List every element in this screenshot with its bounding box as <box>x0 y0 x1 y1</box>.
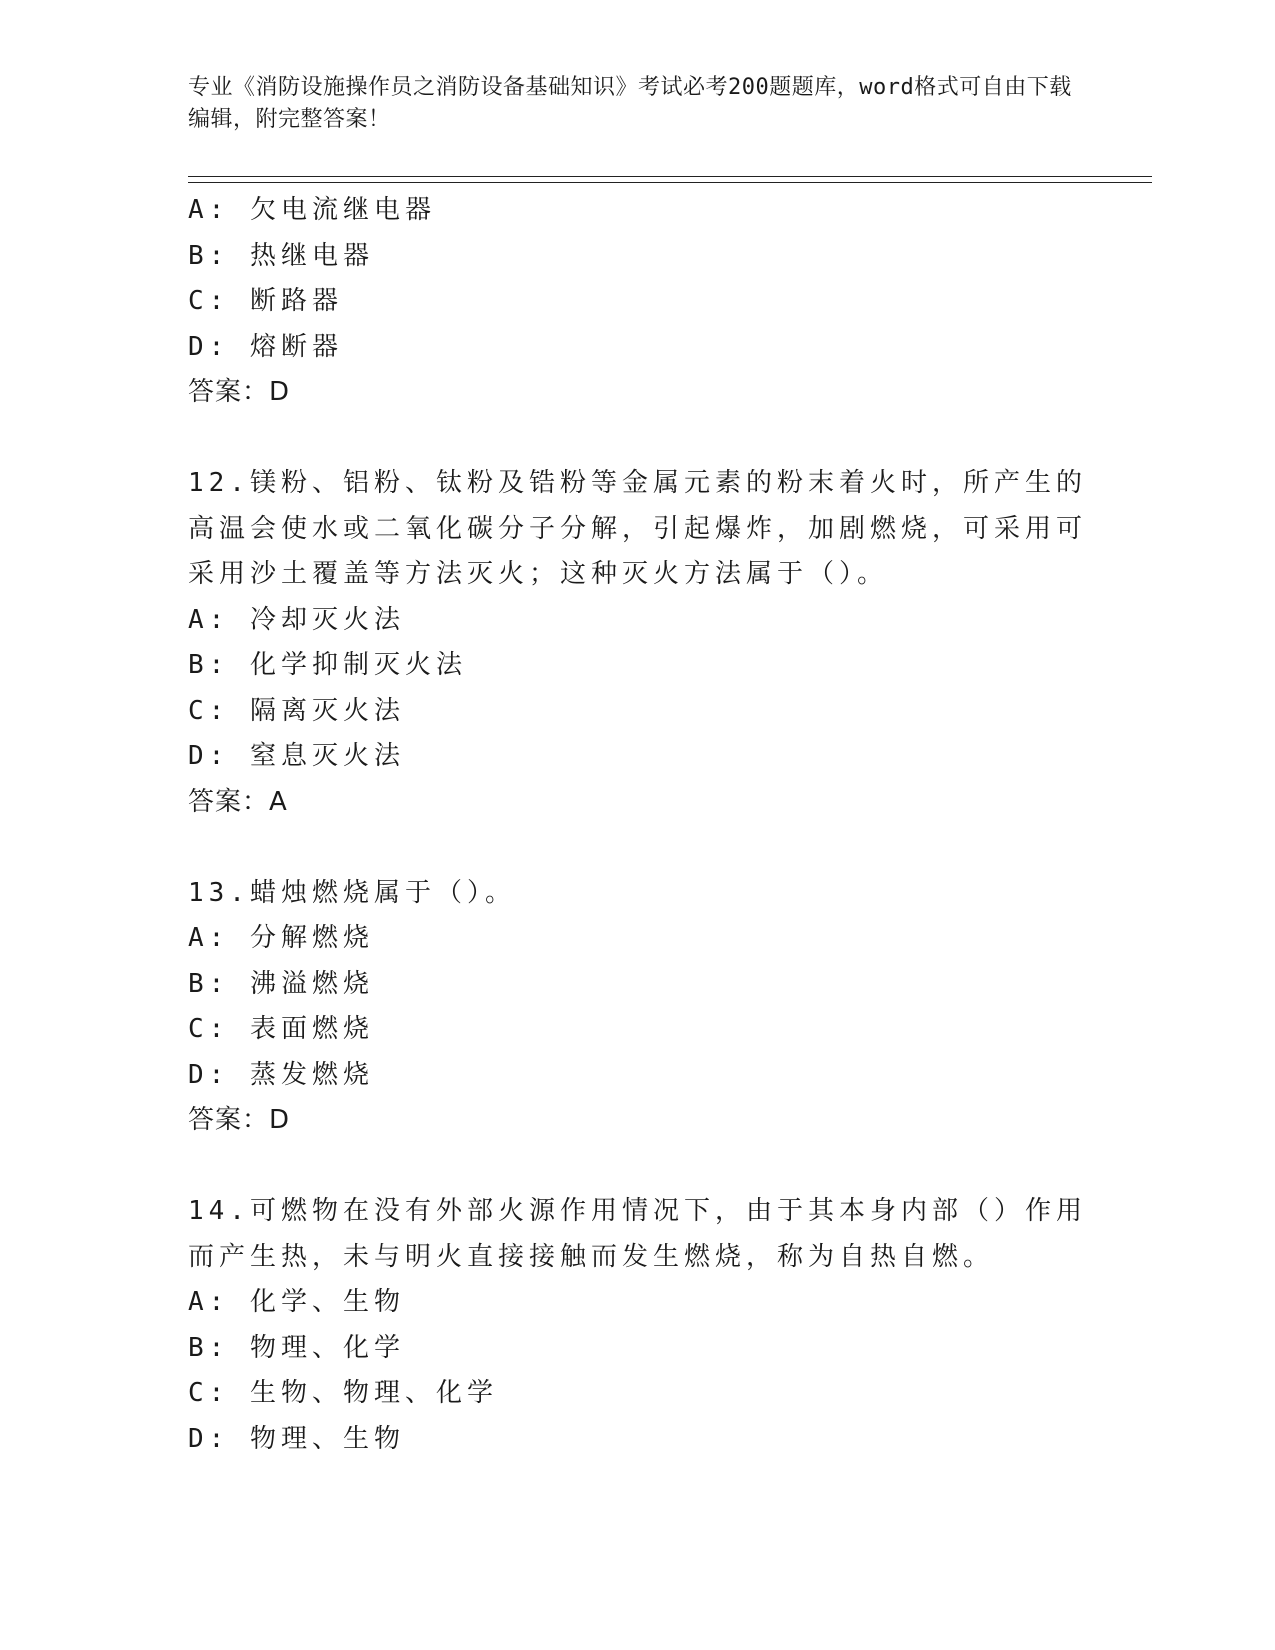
option-d: D: 物理、生物 <box>188 1423 405 1454</box>
option-c: C: 断路器 <box>188 286 343 316</box>
option-b: B: 热继电器 <box>188 240 374 271</box>
answer-line: 答案：D <box>188 377 291 407</box>
option-c: C: 隔离灭火法 <box>188 695 405 726</box>
question-block-12 <box>188 461 1088 825</box>
option-b: B: 化学抑制灭火法 <box>188 650 467 680</box>
option-d: D: 窒息灭火法 <box>188 741 405 771</box>
question-block-14 <box>188 1189 1088 1462</box>
option-a: A: 化学、生物 <box>188 1287 405 1317</box>
spacer <box>188 825 1088 871</box>
option-c: C: 生物、物理、化学 <box>188 1378 498 1408</box>
question-text: 12.镁粉、铝粉、钛粉及锆粉等金属元素的粉末着火时，所产生的高温会使水或二氧化碳分子分解，引起爆炸，加剧燃烧，可采用可采用沙土覆盖等方法灭火；这种灭火方法属于（）。 <box>188 468 1088 589</box>
previous-question-block <box>188 188 1088 416</box>
header-divider-bottom <box>188 182 1152 183</box>
option-d: D: 熔断器 <box>188 331 343 362</box>
option-b: B: 沸溢燃烧 <box>188 968 374 999</box>
question-text: 14.可燃物在没有外部火源作用情况下，由于其本身内部（）作用而产生热，未与明火直接接触而发生燃烧，称为自热自燃。 <box>188 1196 1087 1272</box>
option-a: A: 欠电流继电器 <box>188 195 436 225</box>
document-header: 专业《消防设施操作员之消防设备基础知识》考试必考200题题库，word格式可自由下载编辑，附完整答案！ <box>188 75 1072 132</box>
option-c: C: 表面燃烧 <box>188 1014 374 1044</box>
option-b: B: 物理、化学 <box>188 1332 405 1363</box>
option-a: A: 冷却灭火法 <box>188 604 405 635</box>
question-block-13 <box>188 871 1088 1144</box>
spacer <box>188 1144 1088 1190</box>
question-text: 13.蜡烛燃烧属于（）。 <box>188 877 516 908</box>
option-d: D: 蒸发燃烧 <box>188 1059 374 1090</box>
spacer <box>188 416 1088 462</box>
header-divider-top <box>188 176 1152 177</box>
option-a: A: 分解燃烧 <box>188 923 374 953</box>
question-content <box>188 188 1088 1462</box>
answer-line: 答案：D <box>188 1105 291 1135</box>
answer-line: 答案：A <box>188 786 288 817</box>
